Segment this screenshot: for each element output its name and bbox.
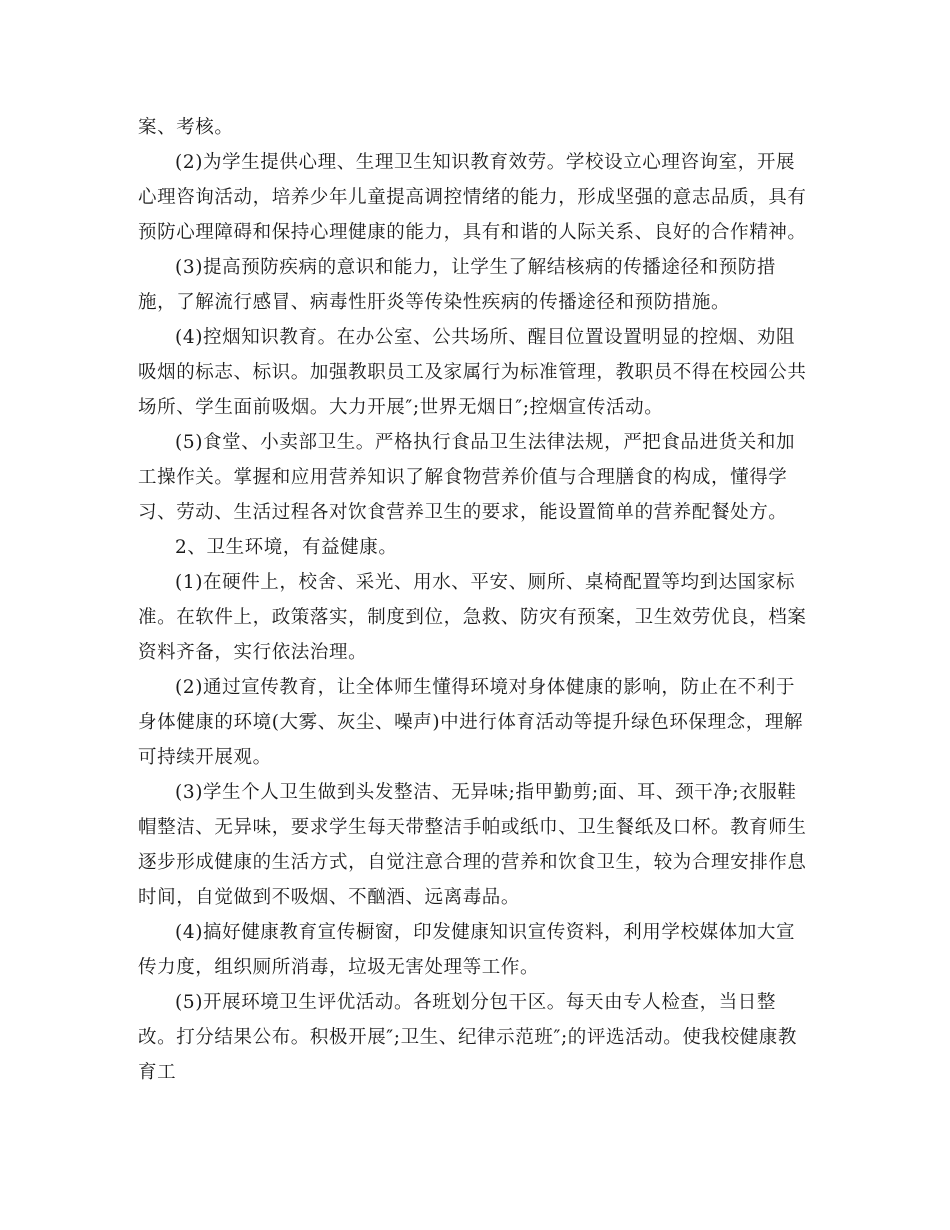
paragraph-item-2-psychology: (2)为学生提供心理、生理卫生知识教育效劳。学校设立心理咨询室，开展心理咨询活动，培养少年儿童提高调控情绪的能力，形成坚强的意志品质，具有预防心理障碍和保持心理健康的能力，具有和谐的人际关系、良好的合作精神。 <box>138 152 807 243</box>
paragraph-env-item-3-personal-hygiene: (3)学生个人卫生做到头发整洁、无异味;指甲勤剪;面、耳、颈干净;衣服鞋帽整洁、无异味，要求学生每天带整洁手帕或纸巾、卫生餐纸及口杯。教育师生逐步形成健康的生活方式，自觉注意合理的营养和饮食卫生，较为合理安排作息时间，自觉做到不吸烟、不酗酒、远离毒品。 <box>138 782 807 908</box>
section-heading-hygiene-environment: 2、卫生环境，有益健康。 <box>175 537 398 558</box>
document-body <box>138 110 814 1090</box>
paragraph-env-item-4-showcase: (4)搞好健康教育宣传橱窗，印发健康知识宣传资料，利用学校媒体加大宣传力度，组织厕所消毒，垃圾无害处理等工作。 <box>138 922 796 978</box>
paragraph-item-4-tobacco-control: (4)控烟知识教育。在办公室、公共场所、醒目位置设置明显的控烟、劝阻吸烟的标志、标识。加强教职员工及家属行为标准管理，教职员不得在校园公共场所、学生面前吸烟。大力开展″;世界无烟日″;控烟宣传活动。 <box>138 327 807 418</box>
paragraph-env-item-2-publicity: (2)通过宣传教育，让全体师生懂得环境对身体健康的影响，防止在不利于身体健康的环境(大雾、灰尘、噪声)中进行体育活动等提升绿色环保理念，理解可持续开展观。 <box>138 677 804 768</box>
paragraph-env-item-5-evaluation: (5)开展环境卫生评优活动。各班划分包干区。每天由专人检查，当日整改。打分结果公布。积极开展″;卫生、纪律示范班″;的评选活动。使我校健康教育工 <box>138 992 797 1083</box>
paragraph-continuation: 案、考核。 <box>138 117 234 138</box>
paragraph-item-3-disease-prevention: (3)提高预防疾病的意识和能力，让学生了解结核病的传播途径和预防措施，了解流行感冒、病毒性肝炎等传染性疾病的传播途径和预防措施。 <box>138 257 777 313</box>
paragraph-env-item-1-hardware: (1)在硬件上，校舍、采光、用水、平安、厕所、桌椅配置等均到达国家标准。在软件上，政策落实，制度到位，急救、防灾有预案，卫生效劳优良，档案资料齐备，实行依法治理。 <box>138 572 807 663</box>
paragraph-item-5-canteen-hygiene: (5)食堂、小卖部卫生。严格执行食品卫生法律法规，严把食品进货关和加工操作关。掌握和应用营养知识了解食物营养价值与合理膳食的构成，懂得学习、劳动、生活过程各对饮食营养卫生的要求，能设置简单的营养配餐处方。 <box>138 432 796 523</box>
